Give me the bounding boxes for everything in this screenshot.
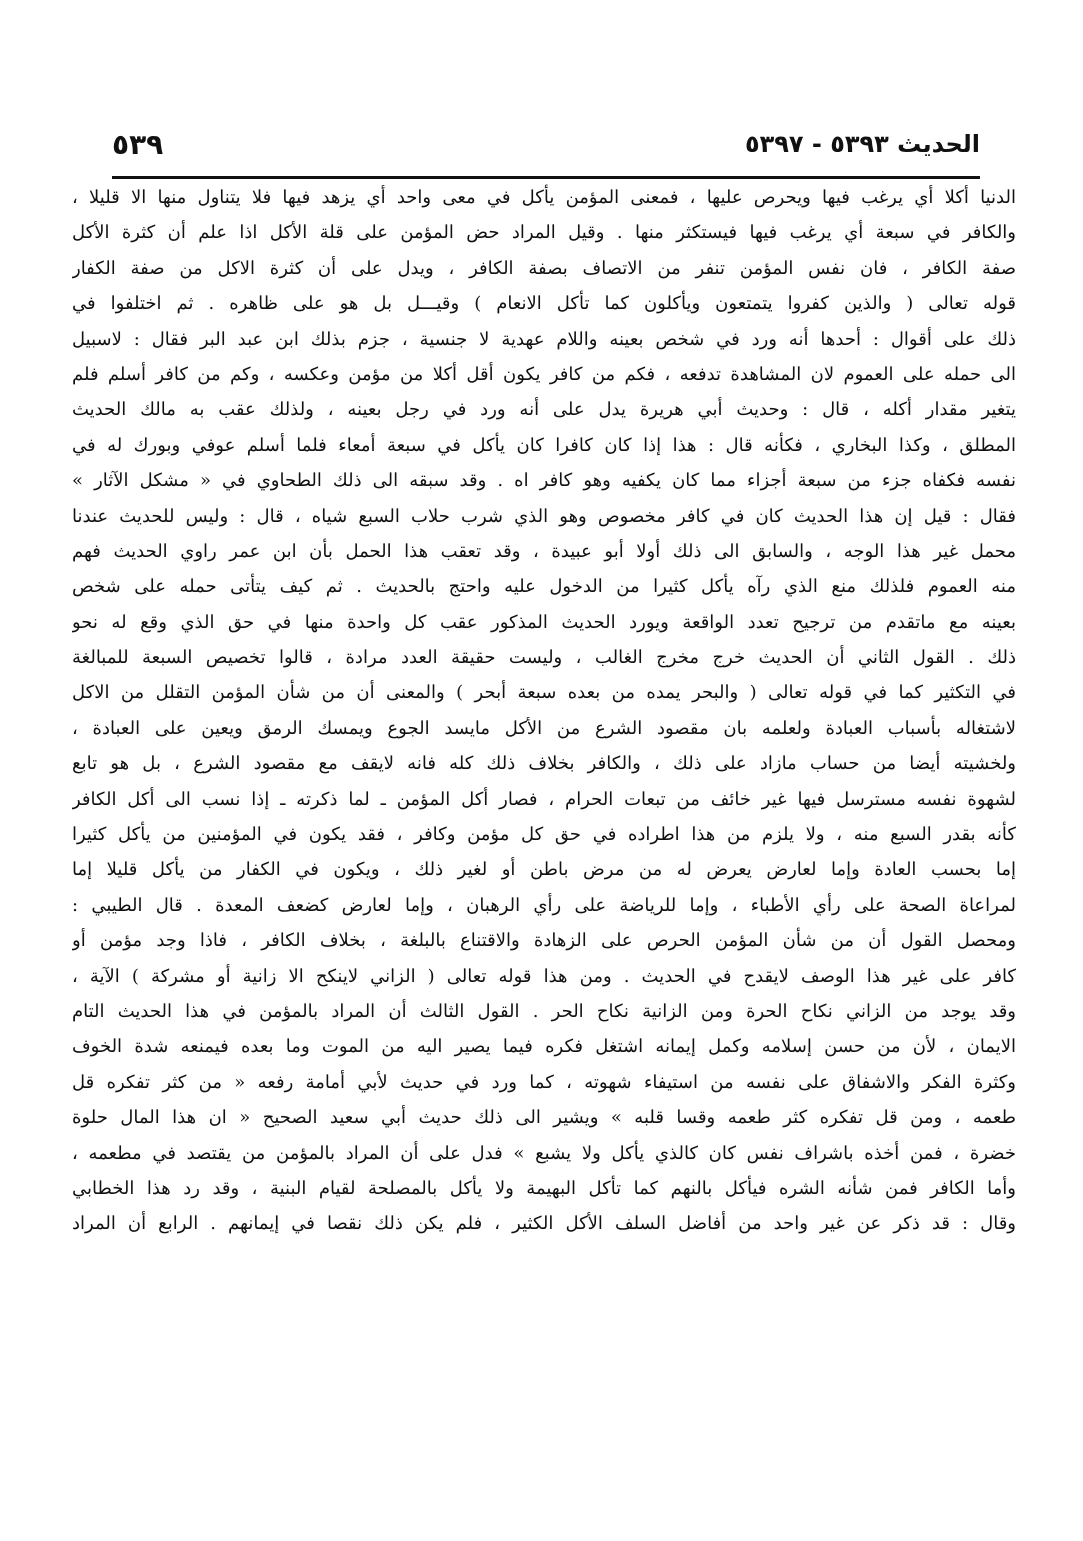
- text-line: محمل غير هذا الوجه ، والسابق الى ذلك أولا أبو عبيدة ، وقد تعقب هذا الحمل بأن ابن عمر راوي الحديث فهم: [72, 540, 1016, 562]
- text-line: لشهوة نفسه مسترسل فيها غير خائف من تبعات الحرام ، فصار أكل المؤمن ـ لما ذكرته ـ إذا نسب الى أكل الكافر: [72, 788, 1016, 810]
- text-line: لاشتغاله بأسباب العبادة ولعلمه بان مقصود الشرع من الأكل مايسد الجوع ويمسك الرمق ويعين على العبادة ،: [72, 717, 1016, 739]
- text-line: كافر على غير هذا الوصف لايقدح في الحديث . ومن هذا قوله تعالى ( الزاني لاينكح الا زانية أو مشركة ) الآية ،: [72, 965, 1016, 987]
- text-line: وقال : قد ذكر عن غير واحد من أفاضل السلف الأكل الكثير ، فلم يكن ذلك نقصا في إيمانهم . الرابع أن المراد: [72, 1213, 1016, 1235]
- text-line: المطلق ، وكذا البخاري ، فكأنه قال : هذا إذا كان كافرا كان يأكل في سبعة أمعاء فلما أسلم عوفي وبورك له في: [72, 434, 1016, 456]
- body-text: [72, 180, 1016, 1277]
- text-line: الى حمله على العموم لان المشاهدة تدفعه ، فكم من كافر يكون أقل أكلا من مؤمن وعكسه ، وكم من كافر أسلم فلم: [72, 363, 1016, 385]
- text-line: إما بحسب العادة وإما لعارض يعرض له من مرض باطن أو لغير ذلك ، ويكون في الكفار من يأكل قليلا إما: [72, 859, 1016, 881]
- text-line: ومحصل القول أن من شأن المؤمن الحرص على الزهادة والاقتناع بالبلغة ، بخلاف الكافر ، فاذا وجد مؤمن أو: [72, 930, 1016, 952]
- running-title: الحديث ٥٣٩٣ - ٥٣٩٧: [744, 130, 980, 158]
- text-line: ولخشيته أيضا من حساب مازاد على ذلك ، والكافر بخلاف ذلك كله فانه لايقف مع مقصود الشرع ، بل هو تابع: [72, 753, 1016, 775]
- text-line: كأنه بقدر السبع منه ، ولا يلزم من هذا اطراده في حق كل مؤمن وكافر ، فقد يكون في المؤمنين من يأكل كثيرا: [72, 824, 1016, 846]
- text-line: الايمان ، لأن من حسن إسلامه وكمل إيمانه اشتغل فكره فيما يصير اليه من الموت وما بعده فيمنعه شدة الخوف: [72, 1036, 1016, 1058]
- text-line: قوله تعالى ( والذين كفروا يتمتعون ويأكلون كما تأكل الانعام ) وقيـــل بل هو على ظاهره . ثم اختلفوا في: [72, 293, 1016, 315]
- page-number: ٥٣٩: [112, 128, 164, 161]
- text-line: والكافر في سبعة أي يرغب فيها فيستكثر منها . وقيل المراد حض المؤمن على قلة الأكل اذا علم أن كثرة الأكل: [72, 222, 1016, 244]
- text-line: الدنيا أكلا أي يرغب فيها ويحرص عليها ، فمعنى المؤمن يأكل في معى واحد أي يزهد فيها فلا يتناول منها الا قليلا ،: [72, 187, 1016, 208]
- text-line: لمراعاة الصحة على رأي الأطباء ، وإما للرياضة على رأي الرهبان ، وإما لعارض كضعف المعدة . قال الطيبي :: [72, 894, 1016, 916]
- text-line: بعينه مع ماتقدم من ترجيح تعدد الواقعة ويورد الحديث المذكور عقب كل واحدة منها في حق الذي وقع له نحو: [72, 611, 1016, 633]
- text-line: ذلك على أقوال : أحدها أنه ورد في شخص بعينه واللام عهدية لا جنسية ، جزم بذلك ابن عبد البر فقال : لاسبيل: [72, 328, 1016, 350]
- text-line: ذلك . القول الثاني أن الحديث خرج مخرج الغالب ، وليست حقيقة العدد مرادة ، قالوا تخصيص السبعة للمبالغة: [72, 647, 1016, 669]
- text-line: خضرة ، فمن أخذه باشراف نفس كان كالذي يأكل ولا يشبع » فدل على أن المراد بالمؤمن من يقتصد في مطعمه ،: [72, 1142, 1016, 1164]
- text-line: طعمه ، ومن قل تفكره كثر طعمه وقسا قلبه » ويشير الى ذلك حديث أبي سعيد الصحيح « ان هذا المال حلوة: [72, 1107, 1016, 1129]
- text-line: صفة الكافر ، فان نفس المؤمن تنفر من الاتصاف بصفة الكافر ، ويدل على أن كثرة الاكل من صفة الكفار: [72, 257, 1016, 279]
- text-line: وأما الكافر فمن شأنه الشره فيأكل بالنهم كما تأكل البهيمة ولا يأكل بالمصلحة لقيام البنية ، وقد رد هذا الخطابي: [72, 1177, 1016, 1199]
- text-line: وقد يوجد من الزاني نكاح الحرة ومن الزانية نكاح الحر . القول الثالث أن المراد بالمؤمن في هذا الحديث التام: [72, 1000, 1016, 1022]
- text-line: منه العموم فلذلك منع الذي رآه يأكل كثيرا من الدخول عليه واحتج بالحديث . ثم كيف يتأتى حمله على شخص: [72, 576, 1016, 598]
- text-line: وكثرة الفكر والاشفاق على نفسه من استيفاء شهوته ، كما ورد في حديث لأبي أمامة رفعه « من كثر تفكره قل: [72, 1071, 1016, 1093]
- text-line: يتغير مقدار أكله ، قال : وحديث أبي هريرة يدل على أنه ورد في رجل بعينه ، ولذلك عقب به مالك الحديث: [72, 399, 1016, 421]
- header-rule: [112, 176, 980, 179]
- text-line: نفسه فكفاه جزء من سبعة أجزاء مما كان يكفيه وهو كافر اه . وقد سبقه الى ذلك الطحاوي في « مشكل الآثار »: [72, 470, 1016, 492]
- text-line: في التكثير كما في قوله تعالى ( والبحر يمده من بعده سبعة أبحر ) والمعنى أن من شأن المؤمن التقلل من الاكل: [72, 682, 1016, 704]
- text-line: [72, 1242, 1016, 1277]
- page-header: [112, 128, 980, 172]
- text-line: فقال : قيل إن هذا الحديث كان في كافر مخصوص وهو الذي شرب حلاب السبع شياه ، قال : وليس للحديث عندنا: [72, 505, 1016, 527]
